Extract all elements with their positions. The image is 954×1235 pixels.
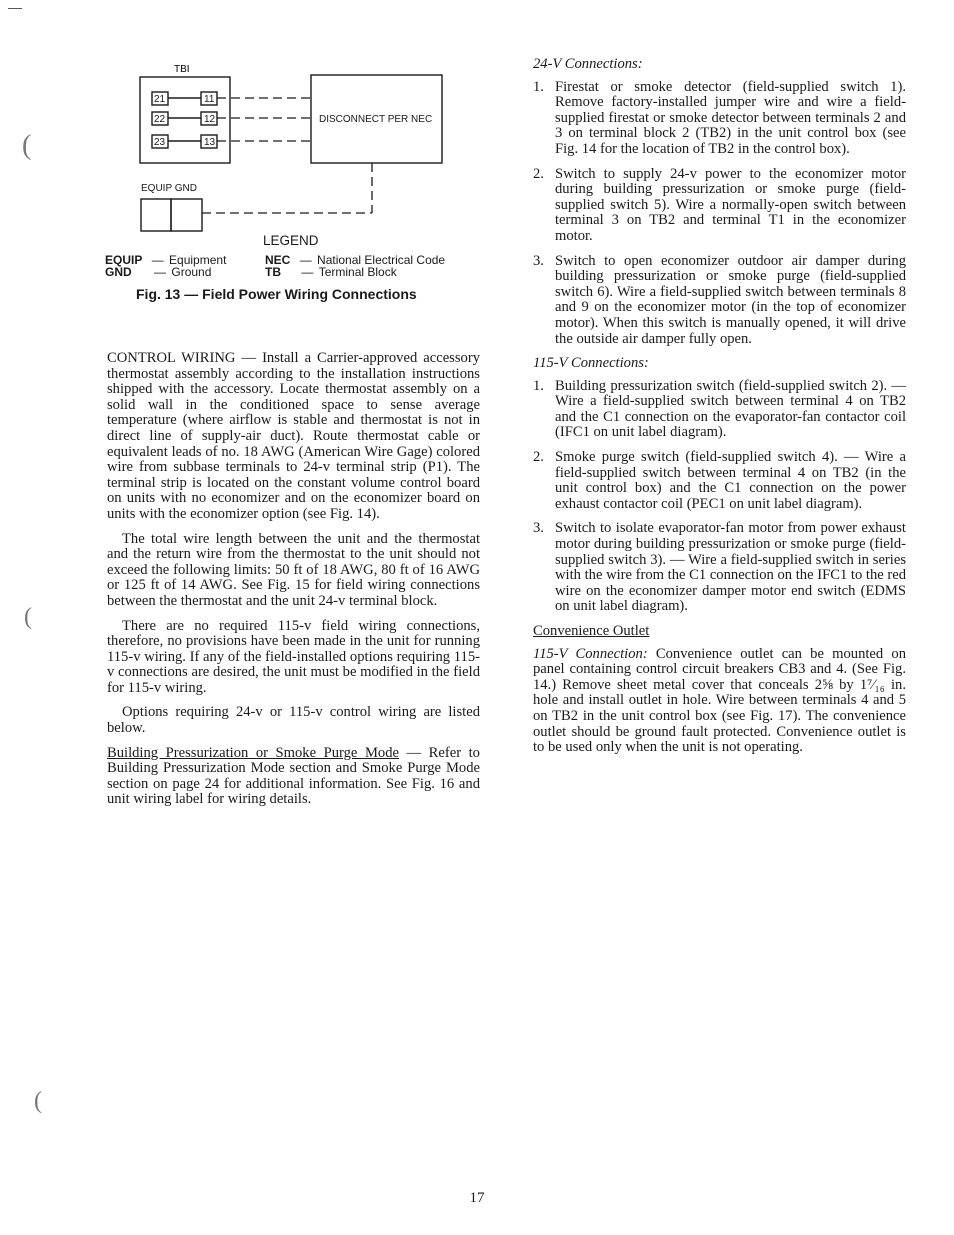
legend-dash: — (151, 253, 164, 267)
v24-list (533, 80, 906, 348)
control-wiring-heading: CONTROL WIRING (107, 350, 236, 366)
building-pressurization-text: — Refer to Building Pressurization Mode section and Smoke Purge Mode section on page 24 for additional information. See Fig. 16 and unit wiring label for wiring details. (107, 744, 480, 808)
legend-dash: — (154, 265, 167, 279)
legend-abbr: EQUIP (105, 253, 143, 267)
list-item (533, 167, 906, 245)
outlet-subheading: 115-V Connection: (533, 645, 648, 662)
list-item (533, 254, 906, 348)
wire-length-paragraph: The total wire length between the unit and the thermostat and the return wire from the thermostat to the unit should not exceed the following limits: 50 ft of 18 AWG, 80 ft of 16 AWG or 125 ft of 14 AWG. See Fig. 15 for field wiring connections between the thermostat and the unit 24-v terminal block. (107, 530, 480, 609)
control-wiring-text: — Install a Carrier-approved accessory thermostat assembly according to the installation instructions shipped with the accessory. Locate thermostat assembly on a solid wall in the conditioned space to sense average temperature (where airflow is stable and thermostat is not in direct line of supply-air duct). Route thermostat cable or equivalent leads of no. 18 AWG (American Wire Gage) colored wire from subbase terminals to 24-v terminal strip (P1). The terminal strip is located on the constant volume control board on units with no economizer and on the economizer board on units with the economizer option (see Fig. 14). (107, 350, 480, 522)
legend-gnd (105, 266, 211, 279)
list-item (533, 379, 906, 441)
terminal-22: 22 (154, 114, 166, 125)
v115-list (533, 379, 906, 615)
list-text: Building pressurization switch (field-supplied switch 2). — Wire a field-supplied switch between terminal 4 on TB2 and the C1 connection on the evaporator-fan contactor coil (IFC1 on unit label diagram). (555, 377, 906, 441)
legend-text: Equipment (169, 253, 227, 267)
legend-tb (265, 266, 397, 279)
corner-mark (8, 8, 22, 9)
legend-dash: — (299, 253, 312, 267)
list-number: 3. (533, 520, 544, 537)
list-text: Switch to isolate evaporator-fan motor from power exhaust motor during building pressurization or smoke purge (field-supplied switch 3). — Wire a field-supplied switch in series with the wire from the C1 connection on the IFC1 to the red wire on the economizer damper motor end switch (EDMS on unit label diagram). (555, 520, 906, 615)
left-column (107, 351, 480, 817)
list-number: 2. (533, 165, 544, 182)
legend-dash: — (301, 265, 314, 279)
outlet-text: Convenience outlet can be mounted on panel containing control circuit breakers CB3 and 4. (See Fig. 14.) Remove sheet metal cover that conceals 2⅝ by 1⁷⁄₁₆ in. hole and install outlet in hole. Wire between terminals 4 and 5 on TB2 in the unit control box (see Fig. 17). The convenience outlet should be ground fault protected. Convenience outlet is to be used only when the unit is not operating. (533, 645, 907, 756)
building-pressurization-paragraph (107, 746, 480, 808)
terminal-23: 23 (154, 137, 166, 148)
legend-abbr: GND (105, 265, 132, 279)
figure-caption: Fig. 13 — Field Power Wiring Connections (136, 286, 417, 302)
options-paragraph: Options requiring 24-v or 115-v control wiring are listed below. (107, 704, 480, 737)
legend-text: National Electrical Code (317, 253, 446, 267)
convenience-outlet-paragraph (533, 647, 906, 756)
building-pressurization-heading: Building Pressurization or Smoke Purge Mode (107, 744, 399, 761)
v24-heading: 24-V Connections: (533, 56, 643, 72)
terminal-11: 11 (204, 94, 215, 105)
scan-artifact: ( (22, 130, 32, 161)
tb-label: TBI (174, 64, 190, 75)
disconnect-label: DISCONNECT PER NEC (319, 114, 433, 125)
right-column (533, 57, 906, 765)
list-item (533, 80, 906, 158)
list-number: 2. (533, 449, 544, 466)
list-number: 1. (533, 78, 544, 95)
list-text: Switch to open economizer outdoor air damper during building pressurization or smoke purge (field-supplied switch 6). Wire a field-supplied switch between terminals 8 and 9 on the economizer motor (in the top of economizer motor). When this switch is manually opened, it will drive the outside air damper fully open. (555, 252, 906, 347)
terminal-21: 21 (154, 94, 166, 105)
scan-artifact: ( (24, 604, 32, 630)
field-power-wiring-diagram (100, 55, 480, 245)
legend-abbr: TB (265, 265, 281, 279)
terminal-12: 12 (204, 114, 216, 125)
legend-abbr: NEC (265, 253, 291, 267)
list-item (533, 521, 906, 615)
legend-text: Ground (171, 265, 212, 279)
list-number: 3. (533, 252, 544, 269)
list-number: 1. (533, 377, 544, 394)
list-item (533, 450, 906, 512)
control-wiring-paragraph (107, 351, 480, 523)
list-text: Firestat or smoke detector (field-supplied switch 1). Remove factory-installed jumper wire and wire a field-supplied firestat or smoke detector between terminals 2 and 3 on terminal block 2 (TB2) in the unit control box (see Fig. 14 for the location of TB2 in the control box). (555, 78, 906, 157)
equip-gnd-label: EQUIP GND (141, 183, 197, 194)
no-115v-paragraph: There are no required 115-v field wiring connections, therefore, no provisions have been made in the unit for running 115-v wiring. If any of the field-installed options requiring 115-v connections are desired, the unit must be modified in the field for 115-v wiring. (107, 617, 480, 696)
legend-text: Terminal Block (318, 265, 397, 279)
page-number: 17 (469, 1190, 485, 1206)
v115-heading: 115-V Connections: (533, 355, 649, 372)
list-text: Switch to supply 24-v power to the economizer motor during building pressurization or smoke purge (field-supplied switch 5). Wire a normally-open switch between terminal 3 on TB2 and terminal T1 in the economizer motor. (555, 165, 906, 244)
list-text: Smoke purge switch (field-supplied switch 4). — Wire a field-supplied switch between terminal 4 on TB2 (in the unit control box) and the C1 connection on the power exhaust contactor coil (PEC1 on unit label diagram). (555, 449, 906, 512)
convenience-outlet-heading: Convenience Outlet (533, 623, 650, 639)
legend-title: LEGEND (263, 233, 319, 248)
terminal-13: 13 (204, 137, 216, 148)
scan-artifact: ( (34, 1088, 42, 1114)
